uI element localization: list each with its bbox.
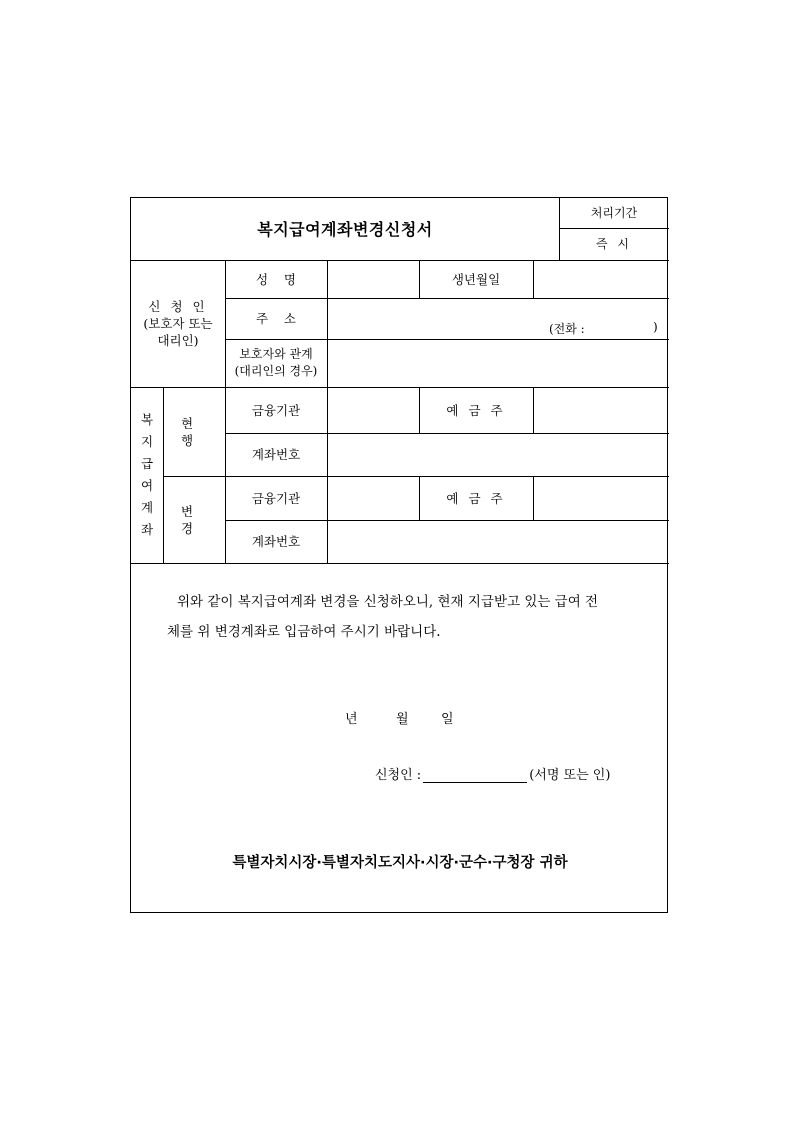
changed-number-label: 계좌번호	[251, 534, 301, 549]
address-field[interactable]	[327, 298, 669, 339]
applicant-section-label	[131, 260, 225, 387]
application-form	[130, 197, 668, 913]
name-label: 성 명	[255, 271, 297, 287]
applicant-label-line2: (보호자 또는	[143, 316, 213, 331]
divider	[131, 563, 669, 564]
date-day-label: 일	[441, 712, 454, 727]
addressee: 특별자치시장·특별자치도지사·시장·군수·구청장 귀하	[232, 854, 568, 871]
account-label-char: 지	[140, 434, 154, 449]
name-field[interactable]	[327, 260, 419, 298]
processing-period-label: 처리기간	[590, 205, 638, 220]
changed-account-label: 변 경	[180, 503, 208, 536]
phone-label: (전화 :	[549, 322, 585, 336]
statement-line1: 위와 같이 복지급여계좌 변경을 신청하오니, 현재 지급받고 있는 급여 전	[177, 594, 599, 610]
signature-line	[375, 764, 610, 783]
applicant-label-line3: 대리인)	[157, 333, 199, 348]
relation-field[interactable]	[327, 339, 669, 387]
signature-label: 신청인 :	[375, 768, 422, 783]
account-label-char: 급	[140, 456, 154, 471]
changed-bank-field[interactable]	[327, 476, 419, 520]
address-label: 주 소	[255, 311, 297, 326]
relation-label-line2: (대리인의 경우)	[234, 364, 318, 378]
current-holder-label: 예 금 주	[446, 402, 506, 418]
changed-bank-label: 금융기관	[251, 490, 301, 506]
current-bank-field[interactable]	[327, 387, 419, 433]
account-section-label	[131, 387, 163, 563]
relation-label	[225, 339, 327, 387]
current-number-label: 계좌번호	[251, 447, 301, 462]
current-number-field[interactable]	[327, 433, 669, 476]
birth-label: 생년월일	[451, 271, 501, 287]
date-month-label: 월	[396, 712, 409, 727]
current-bank-label: 금융기관	[251, 402, 301, 418]
account-label-char: 좌	[140, 522, 154, 537]
form-title: 복지급여계좌변경신청서	[257, 219, 433, 239]
current-account-label: 현 행	[180, 415, 208, 448]
relation-label-line1: 보호자와 관계	[239, 347, 313, 361]
changed-holder-field[interactable]	[533, 476, 669, 520]
changed-holder-label: 예 금 주	[446, 490, 506, 506]
processing-period-value: 즉 시	[596, 236, 632, 251]
birth-field[interactable]	[533, 260, 669, 298]
signature-field[interactable]	[423, 768, 527, 783]
date-year-label: 년	[345, 712, 358, 727]
signature-suffix: (서명 또는 인)	[529, 768, 611, 783]
statement-line2: 체를 위 변경계좌로 입금하여 주시기 바랍니다.	[167, 624, 441, 640]
applicant-label-line1: 신 청 인	[148, 299, 208, 314]
account-label-char: 계	[140, 500, 154, 515]
account-label-char: 복	[140, 412, 154, 427]
account-label-char: 여	[140, 478, 154, 493]
changed-number-field[interactable]	[327, 520, 669, 563]
current-holder-field[interactable]	[533, 387, 669, 433]
phone-close: )	[653, 320, 658, 334]
